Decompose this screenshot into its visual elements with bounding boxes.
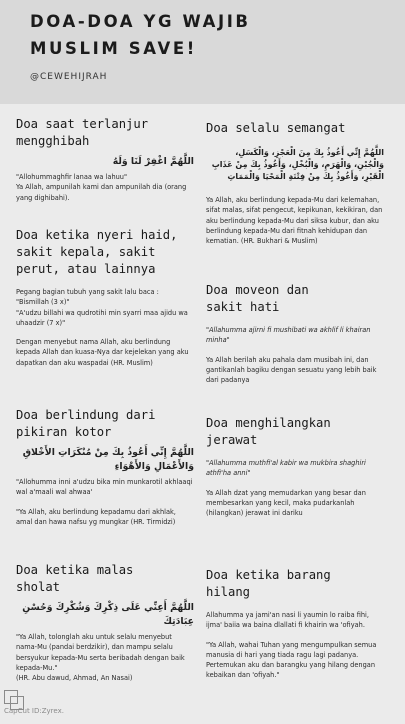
section-title: Doa selalu semangat [206, 121, 346, 135]
source: (HR. Abu dawud, Ahmad, An Nasai) [16, 674, 133, 683]
translation: Ya Allah, ampunilah kami dan ampunilah dia (orang yang dighibahi). [16, 183, 187, 202]
section-title: Doa ketika nyeri haid, sakit kepala, sakit perut, atau lainnya [16, 228, 178, 276]
section-title: Doa menghilangkan jerawat [206, 416, 331, 447]
translation: "Ya Allah, tolonglah aku untuk selalu menyebut nama-Mu (pandai berdzikir), dan mampu selalu bersyukur kepada-Mu serta beribadah dengan baik kepada-Mu." [16, 633, 185, 672]
transliteration: "Allohummaghfir lanaa wa lahuu" [16, 173, 128, 181]
section-malas-sholat [16, 562, 194, 683]
section-title: Doa ketika barang hilang [206, 568, 331, 599]
capcut-watermark: CapCut ID:Zyrex. [4, 707, 64, 715]
transliteration: "A'udzu billahi wa qudrotihi min syarri maa ajidu wa uhaadzir (7 x)" [16, 308, 188, 327]
title-line-2: MUSLIM SAVE! [30, 39, 197, 58]
section-barang-hilang [206, 567, 384, 681]
translation: Ya Allah, aku berlindung kepada-Mu dari kelemahan, sifat malas, sifat pengecut, kepikunan, kekikiran, dan aku berlindung kepada-Mu dari siksa kubur, dan aku berlindung kepada-Mu dari fitnah kehidupan dan kematian. (HR. Bukhari & Muslim) [206, 196, 383, 246]
transliteration: "Allahumma muthfi'al kabir wa mukbira shaghiri athfi'ha anni" [206, 459, 366, 478]
translation: Ya Allah dzat yang memudarkan yang besar dan membesarkan yang kecil, maka pudarkanlah (hilangkan) jerawat ini dariku [206, 488, 366, 518]
section-nyeri-haid [16, 227, 194, 368]
title-line-1: DOA-DOA YG WAJIB [30, 12, 251, 31]
transliteration: Allahumma ya jami'an nasi li yaumin lo raiba fihi, ijma' baiia wa baina dlallati fi khairin wa 'ofiyah. [206, 611, 369, 630]
transliteration: "Allohumma inni a'udzu bika min munkarotil akhlaaqi wal a'maali wal ahwaa' [16, 478, 193, 497]
section-title: Doa ketika malas sholat [16, 563, 134, 594]
section-jerawat [206, 415, 384, 518]
capcut-logo-icon [2, 688, 38, 724]
section-title: Doa saat terlanjur mengghibah [16, 117, 149, 148]
section-moveon [206, 282, 384, 385]
section-semangat [206, 120, 384, 246]
translation: "Ya Allah, aku berlindung kepadamu dari akhlak, amal dan hawa nafsu yg mungkar (HR. Tirmidzi) [16, 507, 176, 526]
section-title: Doa moveon dan sakit hati [206, 283, 309, 314]
arabic-text: اللَّهُمَّ اغْفِرْ لَنَا وَلَهُ [112, 156, 194, 167]
section-pikiran-kotor [16, 407, 194, 527]
arabic-text: اللَّهُمَّ أَعِنِّي عَلَى ذِكْرِكَ وَشُكْرِكَ وَحُسْنِ عِبَادَتِكَ [22, 602, 194, 627]
header-banner [0, 0, 405, 104]
instruction: Pegang bagian tubuh yang sakit lalu baca : [16, 288, 159, 296]
arabic-text: اللَّهُمَّ إِنِّي أَعُوذُ بِكَ مِنْ مُنْكَرَاتِ الأَخْلاقِ وَالأَعْمَالِ وَالأَهْوَاءِ [22, 447, 194, 472]
translation: Ya Allah berilah aku pahala dam musibah ini, dan gantikanlah bagiku dengan sesuatu yang lebih baik dari padanya [206, 355, 377, 385]
section-title: Doa berlindung dari pikiran kotor [16, 408, 156, 439]
author-handle: @CEWEHIJRAH [30, 72, 108, 82]
translation: "Ya Allah, wahai Tuhan yang mengumpulkan semua manusia di hari yang tiada ragu lagi padanya. Pertemukan aku dan barangku yang hilang dengan kebaikan dan 'ofiyah." [206, 640, 377, 680]
translation: Dengan menyebut nama Allah, aku berlindung kepada Allah dan kuasa-Nya dar kejelekan yang aku dapatkan dan aku waspadai (HR. Muslim) [16, 338, 189, 367]
page-title [30, 8, 251, 62]
arabic-text: اللَّهُمَّ إِنِّي أَعُوذُ بِكَ مِنَ الْعَجْزِ، وَالْكَسَلِ، وَالْجُبْنِ، وَالْهَرَمِ، وَالْبُخْلِ، وَأَعُوذُ بِكَ مِنْ عَذَابِ الْقَبْرِ، وَأَعُوذُ بِكَ مِنْ فِتْنَةِ الْمَحْيَا وَالْمَمَاتِ [211, 148, 384, 181]
section-ghibah [16, 116, 194, 203]
transliteration: "Allahumma ajirni fi mushibati wa akhlif li khairan minha" [206, 326, 371, 345]
transliteration: "Bismillah (3 x)" [16, 298, 70, 307]
